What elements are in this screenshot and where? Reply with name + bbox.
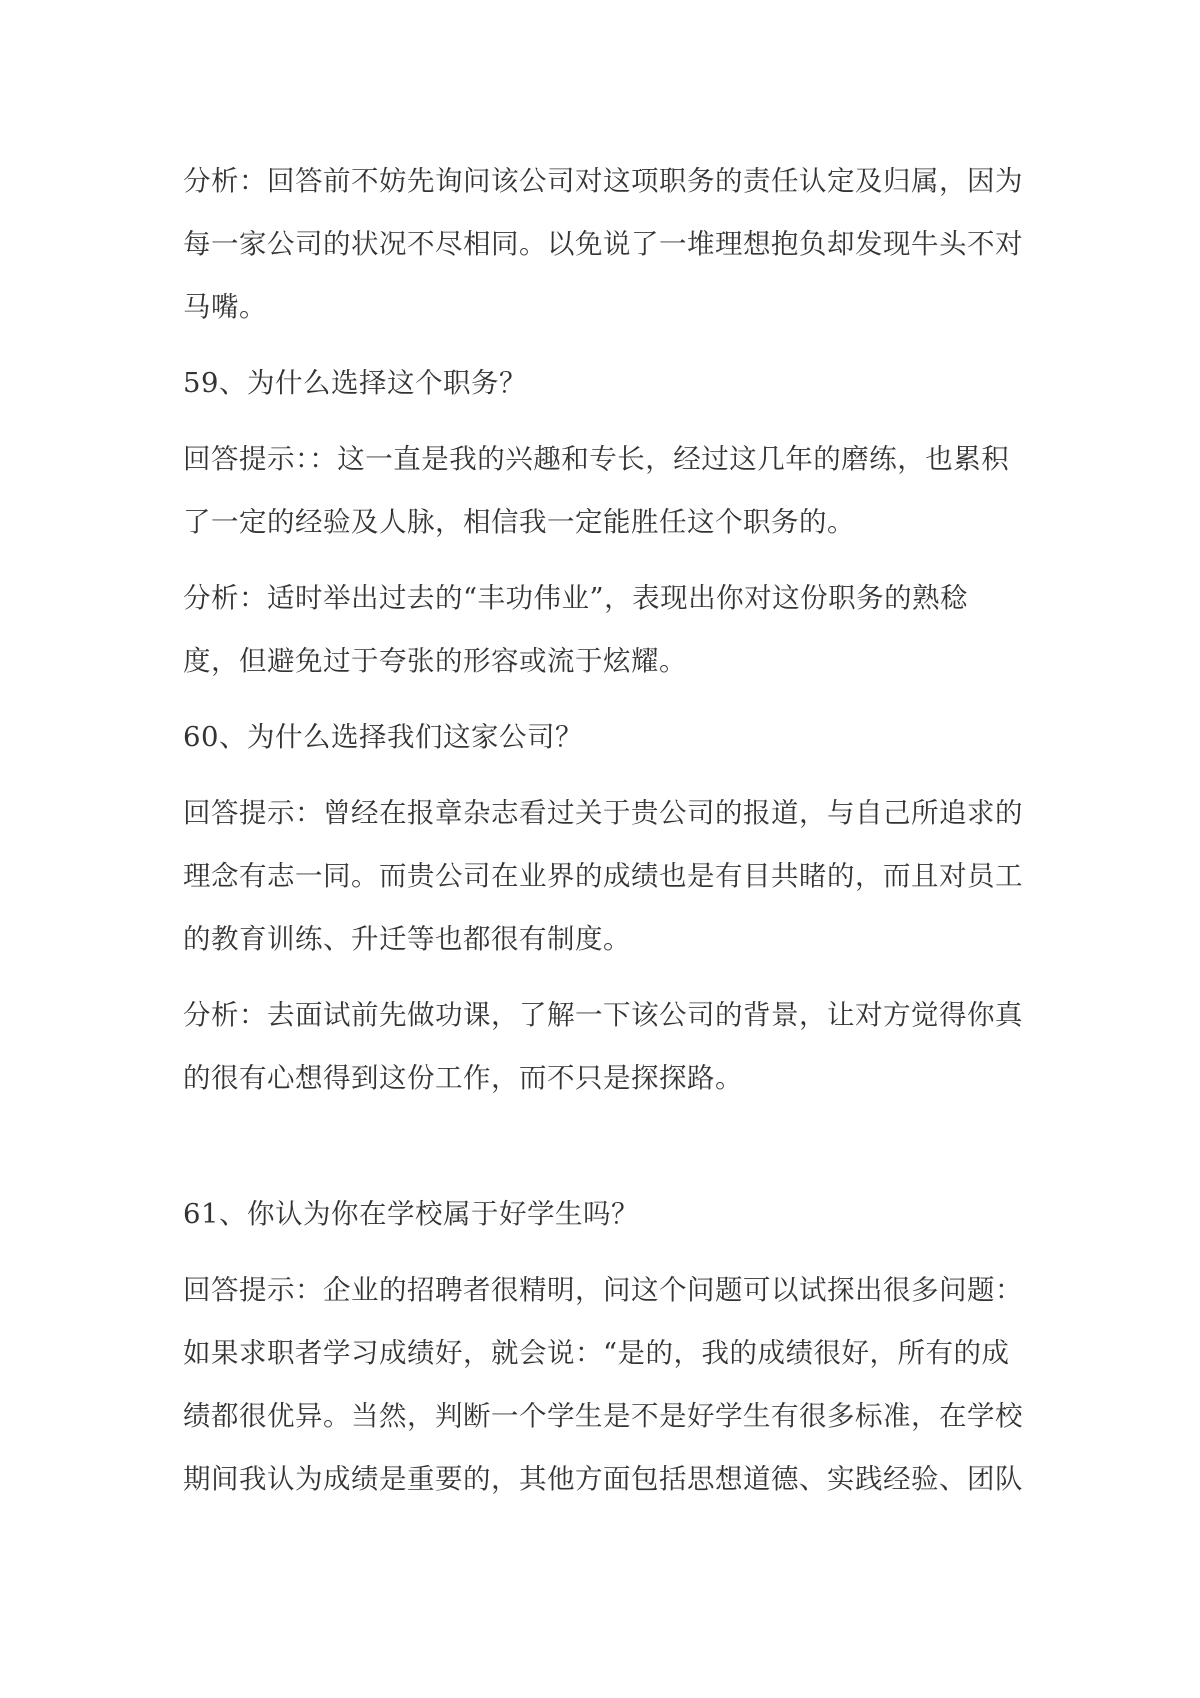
question-heading: 61、你认为你在学校属于好学生吗？ — [183, 1198, 639, 1230]
analysis-paragraph: 分析：适时举出过去的“丰功伟业”，表现出你对这份职务的熟稔度，但避免过于夸张的形容或流于炫耀。 — [183, 582, 969, 677]
answer-paragraph: 回答提示：曾经在报章杂志看过关于贵公司的报道，与自己所追求的理念有志一同。而贵公司在业界的成绩也是有目共睹的，而且对员工的教育训练、升迁等也都很有制度。 — [183, 797, 1023, 955]
document-body — [183, 150, 1023, 1524]
analysis-paragraph: 分析：回答前不妨先询问该公司对这项职务的责任认定及归属，因为每一家公司的状况不尽相同。以免说了一堆理想抱负却发现牛头不对马嘴。 — [183, 165, 1023, 323]
paragraph-gap — [183, 1123, 1023, 1183]
answer-paragraph: 回答提示：企业的招聘者很精明，问这个问题可以试探出很多问题：如果求职者学习成绩好，就会说：“是的，我的成绩很好，所有的成绩都很优异。当然，判断一个学生是不是好学生有很多标准，在学校期间我认为成绩是重要的，其他方面包括思想道德、实践经验、团队 — [183, 1274, 1023, 1495]
answer-paragraph: 回答提示：：这一直是我的兴趣和专长，经过这几年的磨练，也累积了一定的经验及人脉，相信我一定能胜任这个职务的。 — [183, 443, 1010, 538]
question-heading: 59、为什么选择这个职务？ — [183, 367, 527, 399]
question-heading: 60、为什么选择我们这家公司？ — [183, 721, 583, 753]
analysis-paragraph: 分析：去面试前先做功课，了解一下该公司的背景，让对方觉得你真的很有心想得到这份工作，而不只是探探路。 — [183, 999, 1023, 1094]
